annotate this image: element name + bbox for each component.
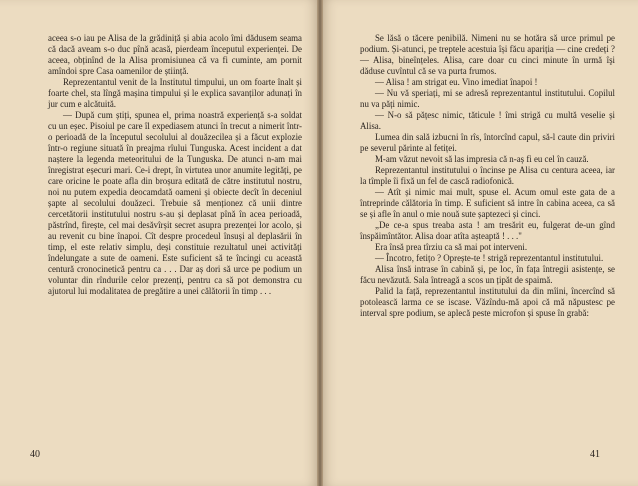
paragraph: — Încotro, fetițo ? Oprește-te ! strigă reprezentantul institutului. <box>375 253 604 264</box>
paragraph: aceea s-o iau pe Alisa de la grădiniță și abia acolo îmi dădusem seama că dacă aveam s-o duc pînă acasă, pierdeam începutul experienței. De aceea, obținînd de la Alisa promisiunea că va fi cuminte, am pornit amîndoi spre Casa oamenilor de știință. <box>48 33 302 77</box>
paragraph: Palid la față, reprezentantul institutului da din mîini, încercînd să potolească larma ce se iscase. Văzîndu-mă apoi că mă năpustesc pe interval spre podium, se aplecă peste microfon și spuse în grabă: <box>360 286 615 319</box>
paragraph: — După cum știți, spunea el, prima noastră experiență s-a soldat cu un eșec. Pisoiul pe care îl expediasem atunci în trecut a nimerit într-o perioadă de la începutul secolului al douăzecilea și a făcut explozie într-o regiune situată în preajma rîului Tunguska. Acest incident a dat naștere la legenda meteoritului de la Tunguska. De atunci n-am mai înregistrat eșecuri mari. Ce-i drept, în virtutea unor anumite legități, pe care oricine le poate afla din broșura editată de către institutul nostru, noi nu putem expedia deocamdată oameni și obiecte decît în deceniul șapte al secolului douăzeci. Trebuie să menționez că unii dintre cercetătorii institutului nostru s-au și deplasat pînă în acea perioadă, păstrînd, firește, cel mai desăvîrșit secret asupra prezenței lor acolo, și au revenit cu bine înapoi. Cît despre procedeul însuși al deplasării în timp, el este relativ simplu, deși constituie rezultatul unei activități îndelungate a sute de oameni. Este suficient să te încingi cu această centură cronocinetică pentru ca . . . Dar aș dori să urce pe podium un voluntar din rîndurile celor prezenți, pentru ca să pot demonstra cu ajutorul lui modalitatea de pregătire a unei călătorii în timp . . . <box>48 110 302 297</box>
paragraph: Lumea din sală izbucni în rîs, întorcînd capul, să-l caute din priviri pe severul părinte al fetiței. <box>360 132 615 154</box>
paragraph: — N-o să pățesc nimic, tăticule ! îmi strigă cu multă veselie și Alisa. <box>360 110 615 132</box>
paragraph: — Alisa ! am strigat eu. Vino imediat înapoi ! <box>375 77 538 88</box>
page-number: 41 <box>590 449 600 460</box>
paragraph: Se lăsă o tăcere penibilă. Nimeni nu se hotăra să urce primul pe podium. Și-atunci, pe treptele acestuia își făcu apariția — cine credeți ? — Alisa, bineînțeles. Alisa, care doar cu cinci minute în urmă îşi dăduse cuvîntul că se va purta frumos. <box>360 33 615 77</box>
right-page-text <box>360 33 615 319</box>
paragraph: Reprezentantul venit de la Institutul timpului, un om foarte înalt și foarte chel, sta lîngă mașina timpului și le explica savanților adunați în jur cum e alcătuită. <box>48 77 302 110</box>
paragraph: — Nu vă speriați, mi se adresă reprezentantul institutului. Copilul nu va păți nimic. <box>360 88 615 110</box>
paragraph: Era însă prea tîrziu ca să mai pot interveni. <box>375 242 528 253</box>
book-gutter <box>317 0 323 486</box>
paragraph: Reprezentantul institutului o încinse pe Alisa cu centura aceea, iar la tîmple îi fixă un fel de cască radiofonică. <box>360 165 615 187</box>
page-number: 40 <box>30 449 40 460</box>
paragraph: — Atît și nimic mai mult, spuse el. Acum omul este gata de a întreprinde călătoria în timp. E suficient să intre în cabina aceea, ca să se și afle în anul o mie nouă sute șaptezeci și cinci. <box>360 187 615 220</box>
paragraph: „De ce-a spus treaba asta ! am tresărit eu, fulgerat de-un gînd înspăimîntător. Alisa doar atîta așteaptă ! . . ." <box>360 220 615 242</box>
left-page-text <box>48 33 302 297</box>
paragraph: Alisa însă intrase în cabină și, pe loc, în fața întregii asistențe, se făcu nevăzută. Sala întreagă a scos un țipăt de spaimă. <box>360 264 615 286</box>
paragraph: M-am văzut nevoit să las impresia că n-aș fi eu cel în cauză. <box>375 154 589 165</box>
right-page <box>320 0 638 486</box>
